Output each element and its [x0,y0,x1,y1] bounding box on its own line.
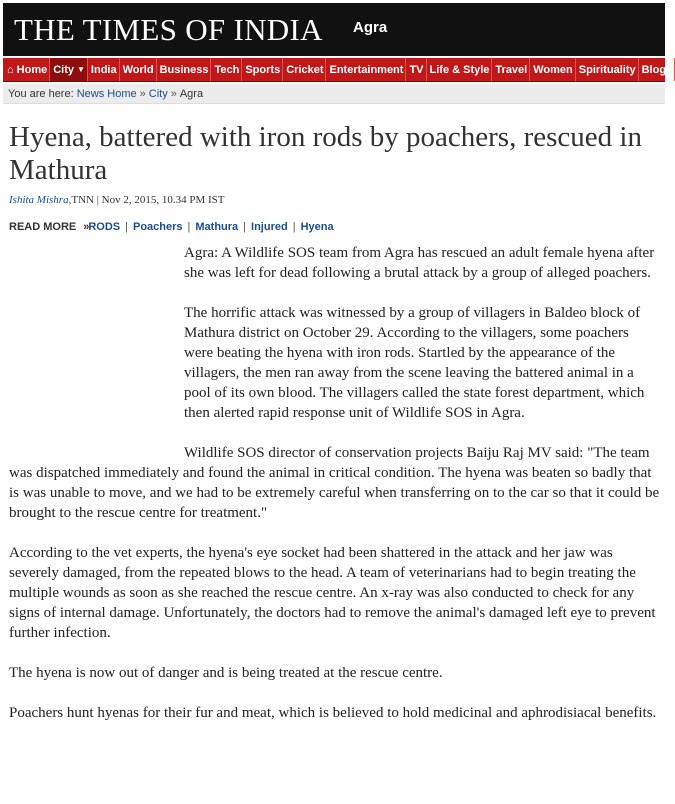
nav-item-label: World [122,63,154,76]
tag-divider: | [125,221,128,233]
nav-item-tv[interactable] [406,58,426,81]
tag-link[interactable]: Injured [251,221,288,233]
breadcrumb-prefix: You are here: [8,87,74,100]
masthead [3,3,665,56]
nav-item-blogs[interactable] [639,58,675,81]
nav-item-label: Entertainment [329,63,404,76]
nav-item-label: Travel [495,63,528,76]
nav-item-home[interactable] [3,58,50,81]
breadcrumb-city[interactable]: City [148,87,168,100]
read-more-label: READ MORE [9,221,77,233]
nav-item-entertainment[interactable] [326,58,406,81]
nav-item-label: India [90,63,117,76]
site-logo[interactable]: THE TIMES OF INDIA [14,12,323,47]
tag-link[interactable]: Poachers [133,221,183,233]
page-title: Hyena, battered with iron rods by poachers, rescued in Mathura [9,121,642,186]
article-body [9,243,661,743]
read-more-tags [9,221,334,233]
article-paragraph: Wildlife SOS director of conservation projects Baiju Raj MV said: "The team was dispatched immediately and found the animal in critical condition. The hyena was beaten so badly that is was unable to move, and we had to be extremely careful when transferring on to the car so that it could be brought to the rescue centre for treatment." [9,445,660,521]
nav-item-city[interactable] [50,58,88,81]
breadcrumb-separator: » [170,87,177,100]
nav-item-women[interactable] [530,58,576,81]
tag-link[interactable]: RODS [88,221,121,233]
nav-item-label: City [53,63,74,76]
byline-date: ,TNN | Nov 2, 2015, 10.34 PM IST [68,194,225,206]
double-chevron-right-icon: » [83,221,88,233]
breadcrumb-current: Agra [179,87,204,100]
article-paragraph: According to the vet experts, the hyena's eye socket had been shattered in the attack and her jaw was severely damaged, from the repeated blows to the head. A team of veterinarians had to begin treating the multiple wounds as soon as she reached the rescue centre. An x-ray was also conducted to check for any signs of internal damage. Unfortunately, the doctors had to remove the animal's damaged left eye to prevent further infection. [9,545,656,641]
tag-divider: | [187,221,191,233]
nav-item-label: Sports [245,63,281,76]
author-link[interactable]: Ishita Mishra [9,194,69,206]
nav-item-world[interactable] [120,58,157,81]
nav-item-business[interactable] [157,58,212,81]
nav-item-travel[interactable] [492,58,530,81]
article-paragraph: The hyena is now out of danger and is being treated at the rescue centre. [9,665,443,681]
nav-item-label: Blogs [641,63,673,76]
nav-item-label: Tech [214,63,240,76]
article-paragraph: Agra: A Wildlife SOS team from Agra has rescued an adult female hyena after she was left for dead following a brutal attack by a group of alleged poachers. [184,245,655,281]
nav-item-label: TV [409,63,424,76]
nav-item-label: Cricket [286,63,324,76]
nav-item-spirituality[interactable] [576,58,639,81]
nav-item-label: Home [16,63,48,76]
main-nav [3,58,673,82]
article-paragraph: Poachers hunt hyenas for their fur and meat, which is believed to hold medicinal and aphrodisiacal benefits. [9,705,657,721]
nav-item-tech[interactable] [211,58,242,81]
breadcrumb [3,84,665,104]
chevron-down-icon: ▼ [77,65,85,74]
tag-divider: | [243,221,247,233]
nav-item-label: Spirituality [578,63,636,76]
breadcrumb-separator: » [139,87,146,100]
nav-item-label: Life & Style [429,63,490,76]
byline [9,194,225,206]
nav-item-india[interactable] [88,58,120,81]
breadcrumb-news-home[interactable]: News Home [76,87,137,100]
tag-link[interactable]: Mathura [195,221,239,233]
tag-divider: | [292,221,296,233]
home-icon: ⌂ [7,63,14,76]
nav-item-sports[interactable] [242,58,283,81]
nav-item-label: Business [159,63,209,76]
nav-item-cricket[interactable] [283,58,326,81]
nav-item-label: Women [533,63,573,76]
media-placeholder [9,243,184,463]
nav-item-life-style[interactable] [427,58,493,81]
article-paragraph: The horrific attack was witnessed by a group of villagers in Baldeo block of Mathura district on October 29. According to the villagers, some poachers were beating the hyena with iron rods. Startled by the appearance of the villagers, the men ran away from the scene leaving the battered animal in a pool of its own blood. The villagers called the state forest department, which then alerted rapid response unit of Wildlife SOS in Agra. [184,305,645,421]
city-label[interactable]: Agra [353,19,388,36]
tag-link[interactable]: Hyena [300,221,334,233]
